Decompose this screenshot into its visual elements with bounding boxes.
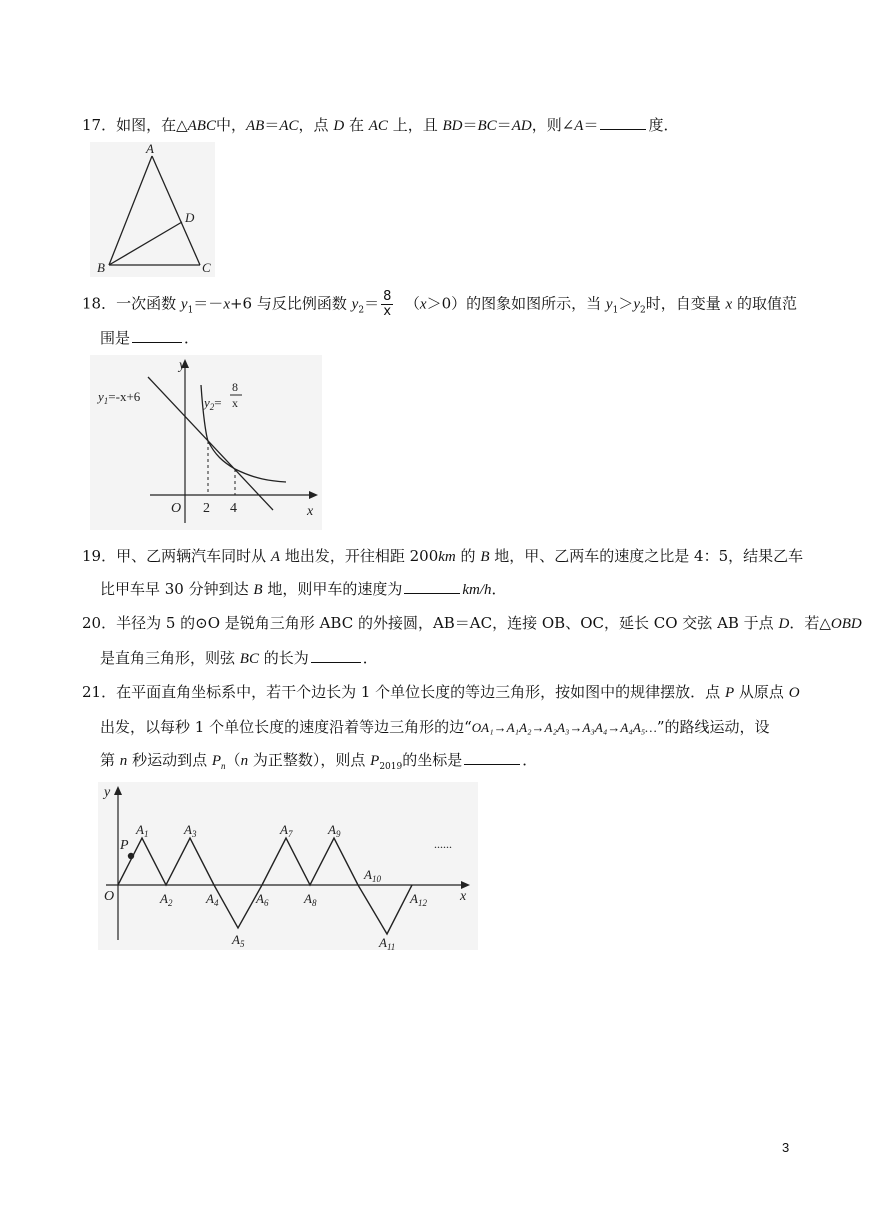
point-p <box>128 853 134 859</box>
fraction-8-over-x: $\frac{8}{x}$ <box>383 289 392 319</box>
vertex-c-label: C <box>202 260 211 275</box>
question-18-text-line2: 围是 ． <box>100 329 200 347</box>
vertex-label-a8: $A_8$ <box>304 891 317 908</box>
question-19-text-line2: 比甲车早 30 分钟到达 B 地，则甲车的速度为 km/h． <box>100 580 507 598</box>
tick-label-2: 2 <box>203 501 210 516</box>
x-axis-label: x <box>307 504 314 519</box>
question-21-text-line2: 出发，以每秒 1 个单位长度的速度沿着等边三角形的边“OA₁→A₁A₂→A₂A₃→A₃A₄→A₄A₅…”的路线运动，设 <box>100 718 770 736</box>
curve-y2-label: $y_2=$ <box>204 395 222 412</box>
question-21-text: 21．在平面直角坐标系中，若干个边长为 1 个单位长度的等边三角形，按如图中的规律摆放．点 P 从原点 O <box>82 683 800 701</box>
vertex-d-label: D <box>185 210 195 225</box>
vertex-label-a9: $A_9$ <box>328 822 341 839</box>
origin-label: O <box>104 889 115 904</box>
vertex-label-a12: $A_{12}$ <box>410 891 427 908</box>
question-17-text: 17．如图，在△ABC中，AB＝AC，点 D 在 AC 上，且 BD＝BC＝AD，则∠A＝ 度． <box>82 116 679 134</box>
answer-blank <box>600 115 646 130</box>
origin-label: O <box>171 501 182 516</box>
triangle-figure <box>90 142 215 277</box>
triangle-path-figure <box>98 782 478 950</box>
vertex-label-a3: $A_3$ <box>184 822 197 839</box>
curve-y2-denominator: x <box>232 396 238 410</box>
y-axis-label: y <box>104 785 111 800</box>
question-20-text-line2: 是直角三角形，则弦 BC 的长为 ． <box>100 649 378 667</box>
page-number: 3 <box>782 1140 790 1155</box>
answer-blank <box>464 750 520 765</box>
answer-blank <box>311 648 361 663</box>
line-y1-label: $y_1=-x+6$ <box>98 389 141 406</box>
vertex-label-a2: $A_2$ <box>160 891 173 908</box>
question-18-text: 18．一次函数 $y_1=-x+6$ 与反比例函数 $y_2=$ $\frac{8}{x}$ （x＞0）的图象如图所示，当 $y_1>y_2$时，自变量 x 的取值范 <box>82 289 798 319</box>
vertex-label-a11: $A_{11}$ <box>379 935 396 950</box>
x-axis-label: x <box>460 889 467 904</box>
point-p-label: P <box>120 838 129 853</box>
tick-label-4: 4 <box>230 501 237 516</box>
y-axis-label: y <box>179 358 186 373</box>
vertex-label-a10: $A_{10}$ <box>364 867 381 884</box>
vertex-a-label: A <box>146 142 154 156</box>
answer-blank <box>132 328 182 343</box>
answer-blank <box>404 579 460 594</box>
curve-y2-numerator: 8 <box>232 380 238 394</box>
vertex-label-a7: $A_7$ <box>280 822 293 839</box>
ellipsis-label: ...... <box>434 837 452 851</box>
question-20-text: 20．半径为 5 的⊙O 是锐角三角形 ABC 的外接圆，AB＝AC，连接 OB、OC，延长 CO 交弦 AB 于点 D．若△OBD <box>82 614 862 632</box>
vertex-label-a6: $A_6$ <box>256 891 269 908</box>
function-graph-figure <box>90 355 322 530</box>
question-21-text-line3: 第 n 秒运动到点 $P_n(n$ 为正整数），则点 $P_{2019}$的坐标是 ． <box>100 751 538 772</box>
vertex-label-a4: $A_4$ <box>206 891 219 908</box>
vertex-label-a1: $A_1$ <box>136 822 149 839</box>
question-19-text: 19．甲、乙两辆汽车同时从 A 地出发，开往相距 200km 的 B 地，甲、乙两车的速度之比是 4：5，结果乙车 <box>82 547 804 565</box>
vertex-b-label: B <box>97 260 105 275</box>
vertex-label-a5: $A_5$ <box>232 932 245 949</box>
